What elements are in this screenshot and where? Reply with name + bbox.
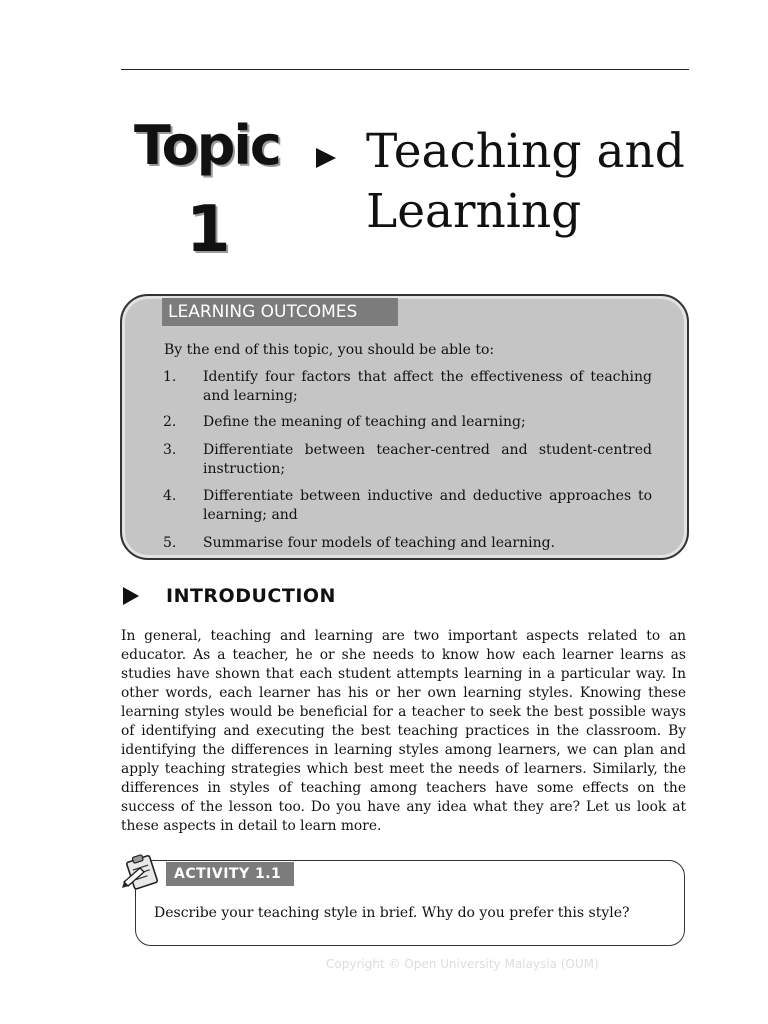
page-title: Teaching and Learning — [366, 124, 685, 239]
topic-number: 1 — [186, 193, 231, 267]
learning-outcomes-heading: LEARNING OUTCOMES — [162, 298, 398, 326]
learning-outcome-number: 3. — [163, 442, 177, 458]
top-rule — [121, 69, 689, 70]
clipboard-pencil-icon — [120, 852, 166, 892]
activity-heading: ACTIVITY 1.1 — [166, 862, 294, 886]
topic-label: Topic — [134, 114, 280, 177]
activity-question: Describe your teaching style in brief. Why do you prefer this style? — [154, 905, 630, 921]
introduction-paragraph: In general, teaching and learning are two important aspects related to an educator. As a teacher, he or she needs to know how each learner learns as studies have shown that each student attempts learning in a particular way. In other words, each learner has his or her own learning styles. Knowing these learning styles would be beneficial for a teacher to seek the best possible ways of identifying and executing the best teaching practices in the classroom. By identifying the differences in learning styles among learners, we can plan and apply teaching strategies which best meet the needs of learners. Similarly, the differences in styles of teaching among teachers have some effects on the success of the lesson too. Do you have any idea what they are? Let us look at these aspects in detail to learn more. — [121, 628, 686, 834]
learning-outcome-text: Identify four factors that affect the effectiveness of teaching and learning; — [203, 369, 652, 404]
learning-outcome-text: Differentiate between teacher-centred and student-centred instruction; — [203, 442, 652, 477]
learning-outcome-number: 5. — [163, 535, 177, 551]
copyright-notice: Copyright © Open University Malaysia (OUM) — [326, 957, 599, 971]
learning-outcome-number: 2. — [163, 414, 177, 430]
learning-outcomes-intro: By the end of this topic, you should be able to: — [164, 342, 495, 358]
learning-outcome-text: Differentiate between inductive and deductive approaches to learning; and — [203, 488, 652, 523]
introduction-heading: INTRODUCTION — [166, 585, 336, 607]
learning-outcome-number: 1. — [163, 369, 177, 385]
learning-outcome-text: Define the meaning of teaching and learning; — [203, 414, 526, 430]
section-arrow-icon — [122, 586, 140, 606]
title-arrow-icon — [314, 146, 338, 170]
learning-outcome-number: 4. — [163, 488, 177, 504]
learning-outcome-text: Summarise four models of teaching and learning. — [203, 535, 556, 551]
